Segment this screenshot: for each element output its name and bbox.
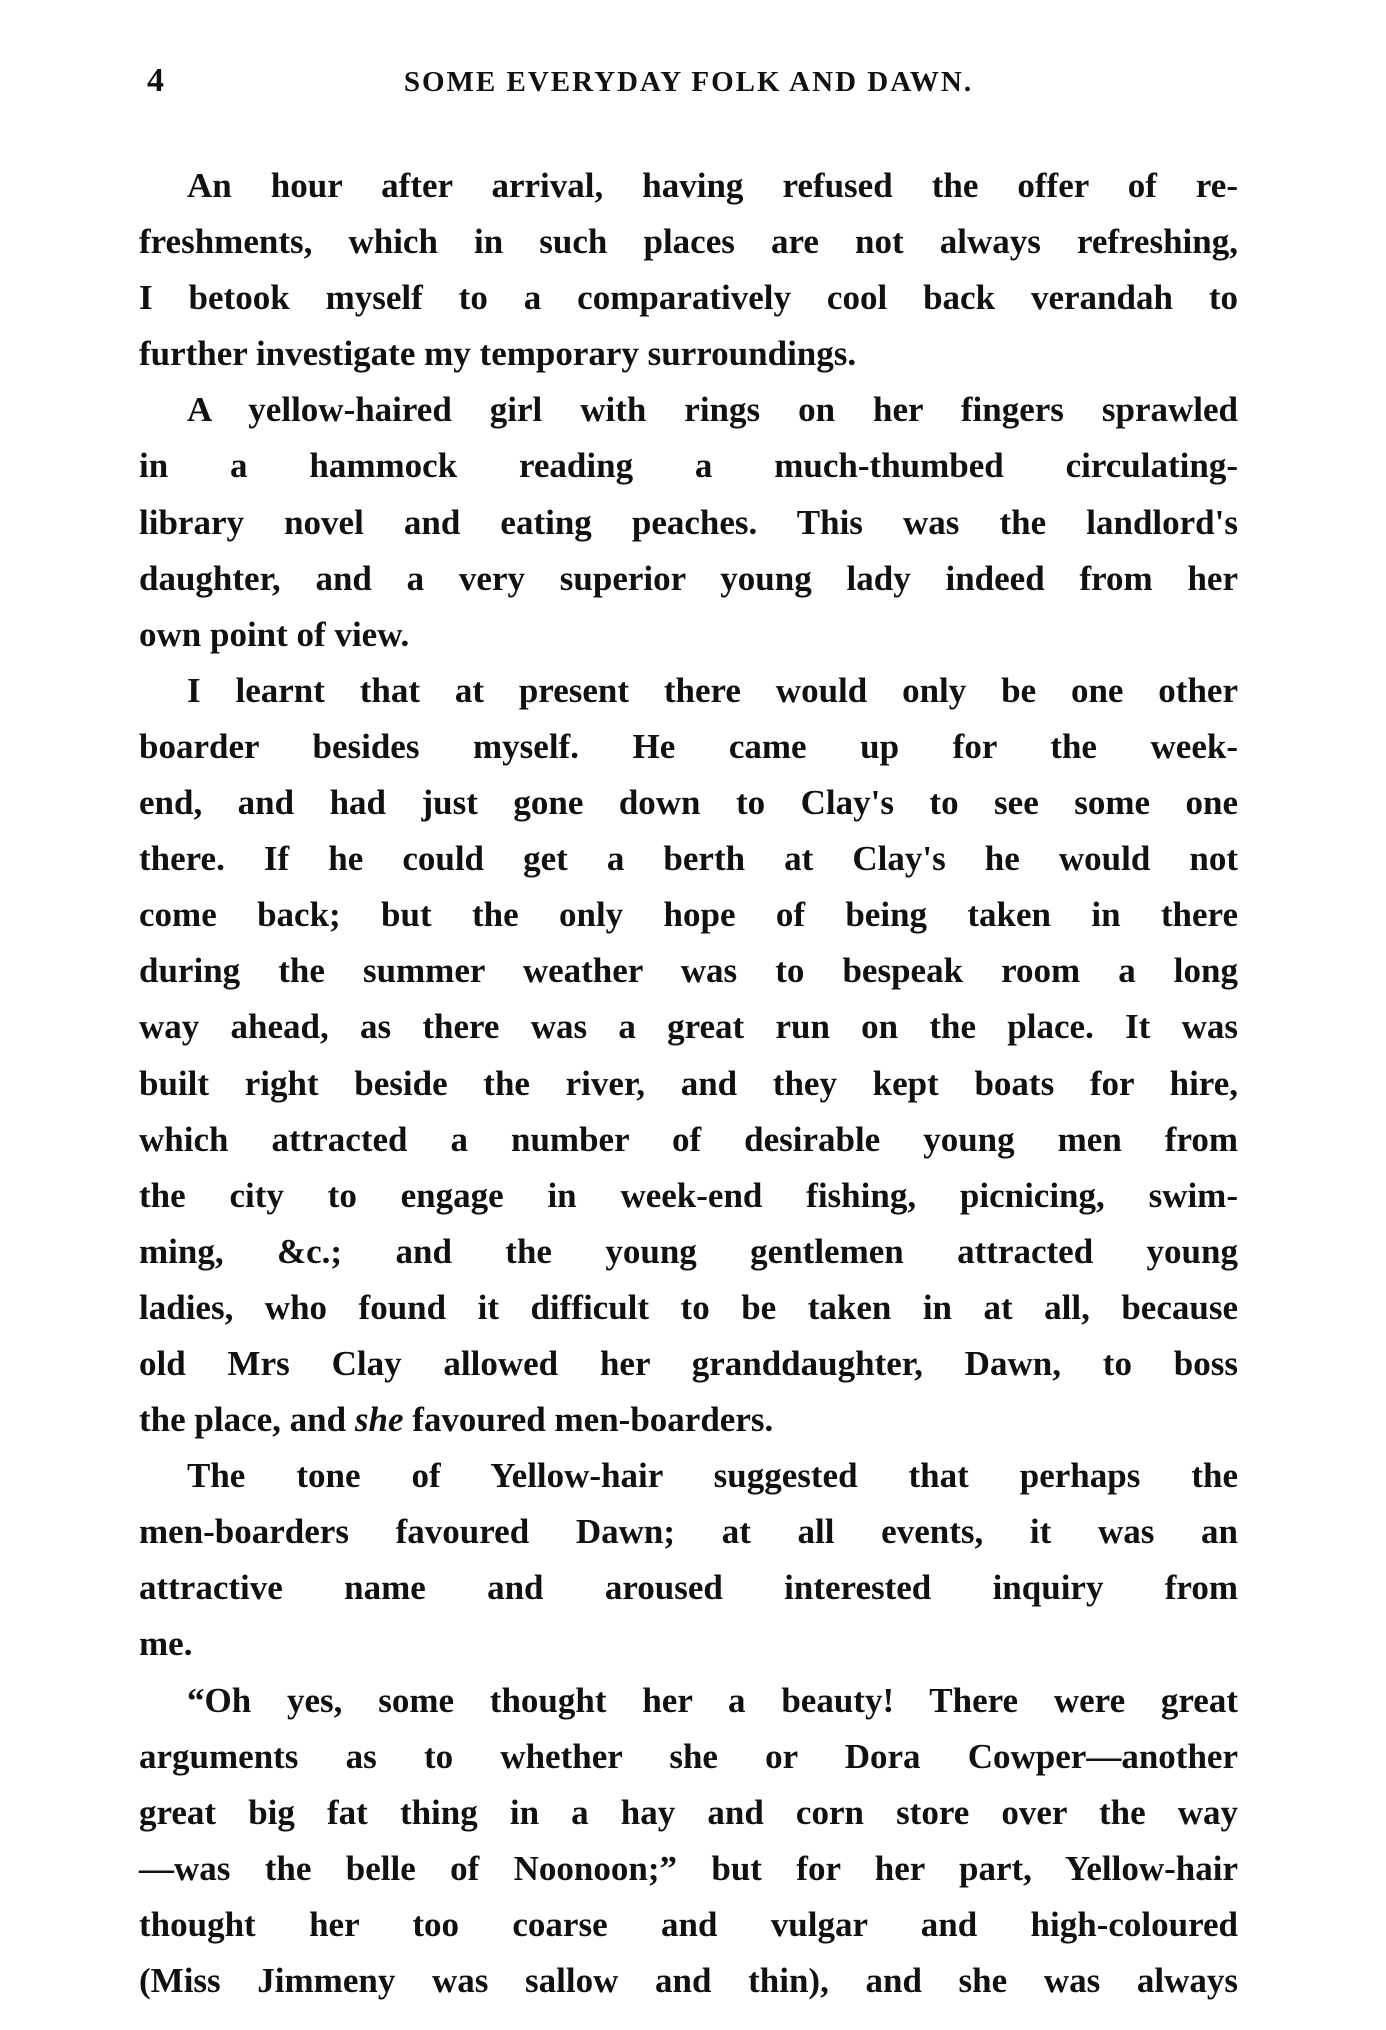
text-line: built right beside the river, and they kept boats for hire, (139, 1063, 1238, 1103)
text-line: way ahead, as there was a great run on the place. It was (139, 1007, 1238, 1047)
page-body (139, 158, 1238, 2009)
text-line: daughter, and a very superior young lady indeed from her (139, 558, 1238, 598)
text-line: (Miss Jimmeny was sallow and thin), and she was always (139, 1961, 1238, 2000)
text-line: come back; but the only hope of being taken in there (139, 895, 1238, 935)
text-line: The tone of Yellow-hair suggested that perhaps the (187, 1456, 1238, 1496)
page-number: 4 (147, 62, 164, 99)
text-line: A yellow-haired girl with rings on her fingers sprawled (187, 390, 1238, 430)
text-segment: favoured men-boarders. (403, 1400, 774, 1440)
page-header (139, 62, 1238, 112)
text-segment: the place, and (139, 1400, 355, 1440)
text-line: arguments as to whether she or Dora Cowper—another (139, 1736, 1238, 1776)
text-line: ming, &c.; and the young gentlemen attracted young (139, 1231, 1238, 1271)
text-line: own point of view. (139, 614, 410, 654)
text-line: “Oh yes, some thought her a beauty! There were great (187, 1680, 1238, 1720)
text-line: I learnt that at present there would only be one other (187, 670, 1238, 710)
text-line: during the summer weather was to bespeak room a long (139, 951, 1238, 991)
text-line: I betook myself to a comparatively cool back verandah to (139, 278, 1238, 318)
text-line: An hour after arrival, having refused the offer of re- (187, 166, 1238, 205)
text-line: which attracted a number of desirable young men from (139, 1119, 1238, 1159)
text-line: —was the belle of Noonoon;” but for her part, Yellow-hair (139, 1848, 1238, 1888)
text-line: the city to engage in week-end fishing, picnicing, swim- (139, 1175, 1238, 1215)
italic-emphasis: she (354, 1400, 404, 1440)
text-line: me. (139, 1624, 193, 1664)
text-line: boarder besides myself. He came up for the week- (139, 726, 1238, 766)
text-line: further investigate my temporary surroundings. (139, 334, 857, 374)
text-line: thought her too coarse and vulgar and high-coloured (139, 1904, 1238, 1944)
text-line: attractive name and aroused interested inquiry from (139, 1568, 1238, 1608)
running-head: SOME EVERYDAY FOLK AND DAWN. (403, 66, 974, 98)
text-line: great big fat thing in a hay and corn store over the way (139, 1792, 1238, 1832)
text-line (139, 1392, 1238, 1448)
text-line: there. If he could get a berth at Clay's he would not (139, 839, 1238, 879)
text-line: old Mrs Clay allowed her granddaughter, Dawn, to boss (139, 1343, 1238, 1383)
text-line: men-boarders favoured Dawn; at all events, it was an (139, 1512, 1238, 1552)
text-line: end, and had just gone down to Clay's to see some one (139, 783, 1238, 823)
text-line: in a hammock reading a much-thumbed circulating- (139, 446, 1238, 486)
text-line: library novel and eating peaches. This was the landlord's (139, 502, 1238, 542)
text-line: ladies, who found it difficult to be taken in at all, because (139, 1287, 1238, 1327)
text-line: freshments, which in such places are not always refreshing, (139, 222, 1238, 262)
